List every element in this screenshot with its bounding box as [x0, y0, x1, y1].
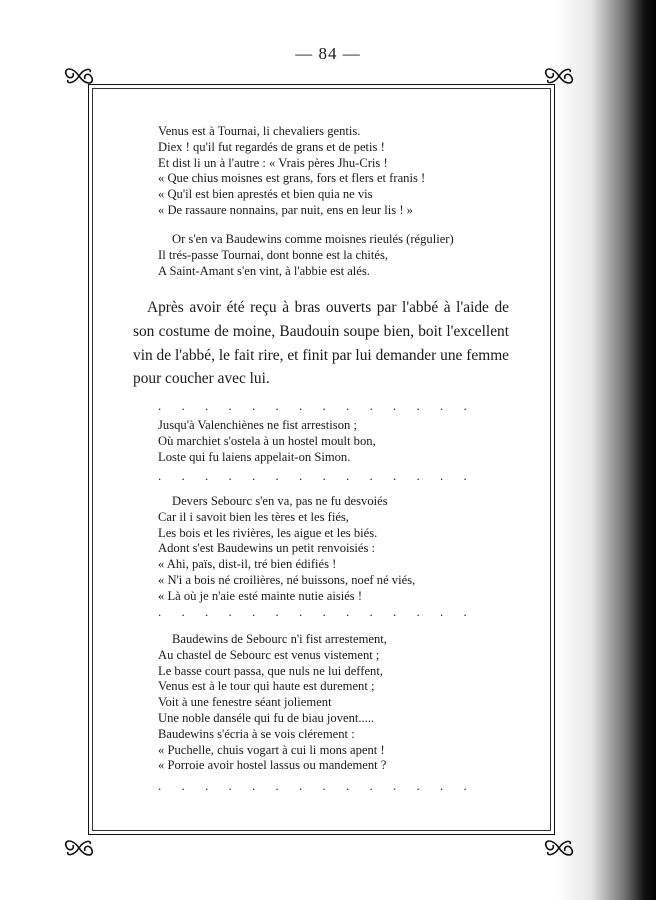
ellipsis-dots: . . . . . . . . . . . . . . [158, 604, 476, 619]
verse-line: « Qu'il est bien aprestés et bien quia ne vis [158, 187, 373, 202]
verse-line: « Là où je n'aie esté mainte nutie aisiés ! [158, 588, 363, 603]
verse-stanza-1 [158, 124, 425, 219]
verse-line: Où marchiet s'ostela à un hostel moult bon, [158, 433, 376, 448]
ellipsis-dots: . . . . . . . . . . . . . . [158, 398, 476, 413]
prose-text: Après avoir été reçu à bras ouverts par l'abbé à l'aide de son costume de moine, Baudouin soupe bien, boit l'excellent vin de l'abbé, le fait rire, et finit par lui demander une femme pour coucher avec lui. [133, 299, 509, 388]
scroll-ornament-icon [62, 834, 96, 862]
verse-line: « Puchelle, chuis vogart à cui li mons apent ! [158, 742, 385, 757]
verse-line: Au chastel de Sebourc est venus vistement ; [158, 647, 380, 662]
verse-stanza-3 [158, 418, 376, 465]
verse-line: Voit à une fenestre séant joliement [158, 695, 332, 710]
verse-line: Baudewins s'écria à se vois clérement : [158, 726, 355, 741]
verse-line: « Que chius moisnes est grans, fors et flers et franis ! [158, 171, 426, 186]
verse-line: Or s'en va Baudewins comme moisnes rieulés (régulier) [172, 232, 454, 246]
verse-stanza-4 [158, 494, 415, 605]
verse-line: Diex ! qu'il fut regardés de grans et de petis ! [158, 139, 385, 154]
verse-line: Et dist li un à l'autre : « Vrais pères Jhu-Cris ! [158, 155, 388, 170]
prose-paragraph [133, 296, 509, 391]
verse-line: « De rassaure nonnains, par nuit, ens en leur lis ! » [158, 202, 413, 217]
verse-line: Devers Sebourc s'en va, pas ne fu desvoiés [172, 494, 388, 508]
scroll-ornament-icon [542, 834, 576, 862]
verse-line: « Porroie avoir hostel lassus ou mandement ? [158, 758, 387, 773]
ellipsis-dots: . . . . . . . . . . . . . . [158, 778, 476, 793]
verse-line: Une noble danséle qui fu de biau jovent..... [158, 710, 375, 725]
verse-line: « Ahi, païs, dist-il, tré bien édifiés ! [158, 557, 337, 572]
page-edge-shadow [556, 0, 656, 900]
ellipsis-dots: . . . . . . . . . . . . . . [158, 468, 476, 483]
verse-line: Car il i savoit bien les tères et les fiés, [158, 509, 349, 524]
verse-line: Baudewins de Sebourc n'i fist arrestement, [172, 632, 387, 646]
verse-line: Loste qui fu laiens appelait-on Simon. [158, 449, 351, 464]
verse-line: Adont s'est Baudewins un petit renvoisiés : [158, 541, 376, 556]
verse-line: Les bois et les rivières, les aigue et les biés. [158, 525, 378, 540]
verse-line: « N'i a bois né croilières, né buissons, noef né viés, [158, 572, 416, 587]
verse-line: A Saint-Amant s'en vint, à l'abbie est alés. [158, 263, 370, 278]
verse-line: Le basse court passa, que nuls ne lui deffent, [158, 663, 383, 678]
verse-line: Jusqu'à Valenchiènes ne fist arrestison ; [158, 418, 357, 432]
scroll-ornament-icon [62, 62, 96, 90]
verse-line: Venus est à le tour qui haute est durement ; [158, 679, 375, 694]
verse-line: Il trés-passe Tournai, dont bonne est la chités, [158, 247, 389, 262]
verse-stanza-2 [158, 232, 454, 279]
verse-stanza-5 [158, 632, 387, 774]
scroll-ornament-icon [542, 62, 576, 90]
page-number: — 84 — [295, 44, 361, 63]
verse-line: Venus est à Tournai, li chevaliers gentis. [158, 124, 361, 138]
